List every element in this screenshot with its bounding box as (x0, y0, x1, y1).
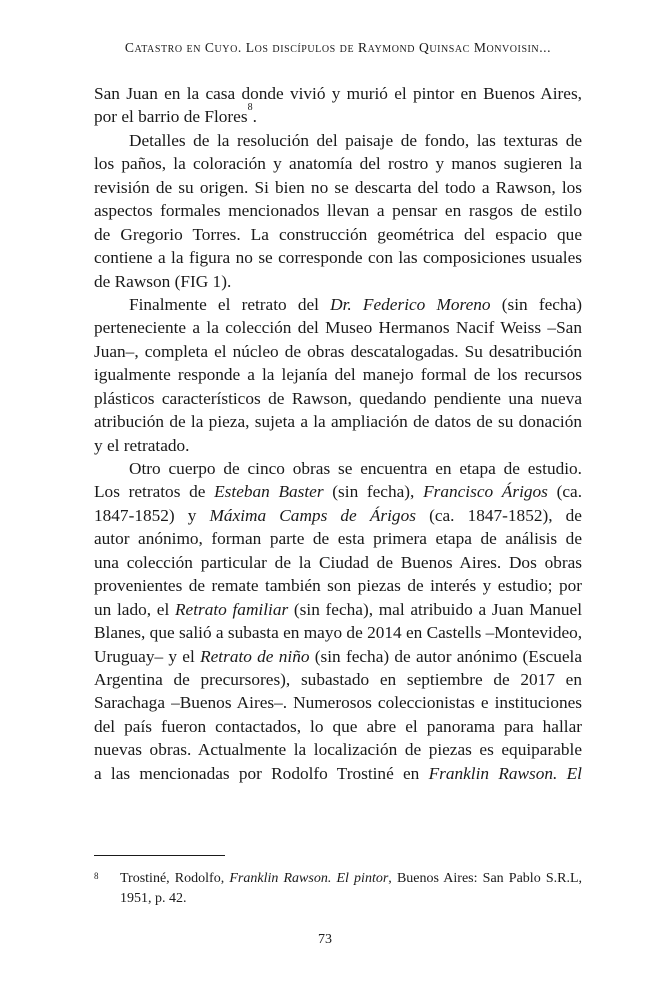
footnote-marker: 8 (94, 871, 99, 881)
text-line: San Juan en la casa donde vivió y murió el pintor en Buenos Aires, (94, 84, 582, 103)
paragraph-start-line (94, 293, 582, 316)
artwork-title: Retrato de niño (200, 646, 310, 666)
text-line: atribución de la pieza, sujeta a la ampliación de datos de su donación (94, 412, 582, 432)
text-line: los paños, la coloración y anatomía del rostro y manos sugieren la (94, 154, 582, 174)
text-run: . (252, 107, 257, 127)
running-header: Catastro en Cuyo. Los discípulos de Raymond Quinsac Monvoisin... (124, 40, 552, 55)
text-line: Argentina de precursores), subastado en septiembre de 2017 en (94, 669, 582, 689)
text-line: Blanes, que salió a subasta en mayo de 2014 en Castells –Montevideo, (94, 623, 583, 643)
text-run: (sin fecha) de autor anónimo (Escuela (314, 646, 582, 666)
text-line (94, 504, 582, 527)
text-run: Uruguay– y el (94, 646, 195, 666)
text-run: , Buenos Aires: San Pablo S.R.L, (388, 871, 583, 886)
text-run: (sin fecha), mal atribuido a Juan Manuel (293, 599, 583, 619)
text-run: Trostiné, Rodolfo, (120, 871, 225, 886)
text-line (94, 598, 582, 621)
text-line: provenientes de remate también son piezas de interés y estudio; por (94, 576, 582, 596)
text-line (94, 645, 582, 668)
book-title: Franklin Rawson. El pintor (229, 871, 389, 886)
text-line: revisión de su origen. Si bien no se descarta del todo a Rawson, los (94, 177, 582, 197)
text-line: contiene a la figura no se corresponde con las composiciones usuales (94, 248, 582, 268)
text-line: aspectos formales mencionados llevan a pensar en rasgos de estilo (94, 201, 582, 221)
text-line: nuevas obras. Actualmente la localización de piezas es equiparable (94, 740, 582, 760)
artwork-title: Retrato familiar (174, 599, 289, 619)
paragraph-start-line: Detalles de la resolución del paisaje de fondo, las texturas de (129, 130, 582, 150)
text-line: y el retratado. (94, 435, 190, 455)
text-run: Los retratos de (94, 482, 206, 502)
text-line (94, 101, 582, 128)
text-run: por el barrio de Flores (94, 107, 248, 127)
book-title: Franklin Rawson. El (428, 763, 582, 783)
footnote-reference[interactable]: 8 (247, 101, 253, 113)
text-run: Finalmente el retrato del (129, 294, 319, 314)
text-run: un lado, el (94, 599, 170, 619)
text-line: autor anónimo, forman parte de esta primera etapa de análisis de (94, 529, 582, 549)
body-text (94, 82, 582, 785)
text-run: (ca. (556, 482, 583, 502)
text-line (94, 762, 582, 785)
text-run: (ca. 1847-1852), de (429, 505, 582, 525)
artwork-title: Dr. Federico Moreno (330, 294, 491, 314)
text-line: perteneciente a la colección del Museo Hermanos Nacif Weiss –San (94, 318, 582, 338)
text-line: del país fueron contactados, lo que abre el panorama para hallar (94, 716, 582, 736)
page-number: 73 (318, 932, 332, 947)
text-run: (sin fecha) (501, 294, 582, 314)
text-run: 1847-1852) y (94, 505, 197, 525)
text-line: Sarachaga –Buenos Aires–. Numerosos coleccionistas e instituciones (94, 693, 582, 713)
text-line (94, 480, 582, 503)
text-line: plásticos característicos de Rawson, quedando pendiente una nueva (94, 388, 582, 408)
footnote-line: 1951, p. 42. (120, 891, 187, 906)
text-line: igualmente responde a la lejanía del manejo formal de los recursos (94, 365, 582, 385)
artwork-title: Francisco Árigos (423, 482, 548, 502)
text-line: de Gregorio Torres. La construcción geométrica del espacio que (94, 224, 582, 244)
artwork-title: Máxima Camps de Árigos (209, 505, 416, 525)
footnote (94, 869, 582, 909)
text-line: una colección particular de la Ciudad de Buenos Aires. Dos obras (94, 552, 582, 572)
footnote-line (94, 869, 582, 889)
text-line: de Rawson (FIG 1). (94, 271, 232, 291)
artwork-title: Esteban Baster (214, 482, 324, 502)
paragraph-start-line: Otro cuerpo de cinco obras se encuentra en etapa de estudio. (129, 459, 582, 478)
text-run: a las mencionadas por Rodolfo Trostiné en (94, 763, 420, 783)
text-run: (sin fecha), (332, 482, 415, 502)
footnote-divider (94, 855, 225, 856)
text-line: Juan–, completa el núcleo de obras descatalogadas. Su desatribución (94, 341, 582, 361)
